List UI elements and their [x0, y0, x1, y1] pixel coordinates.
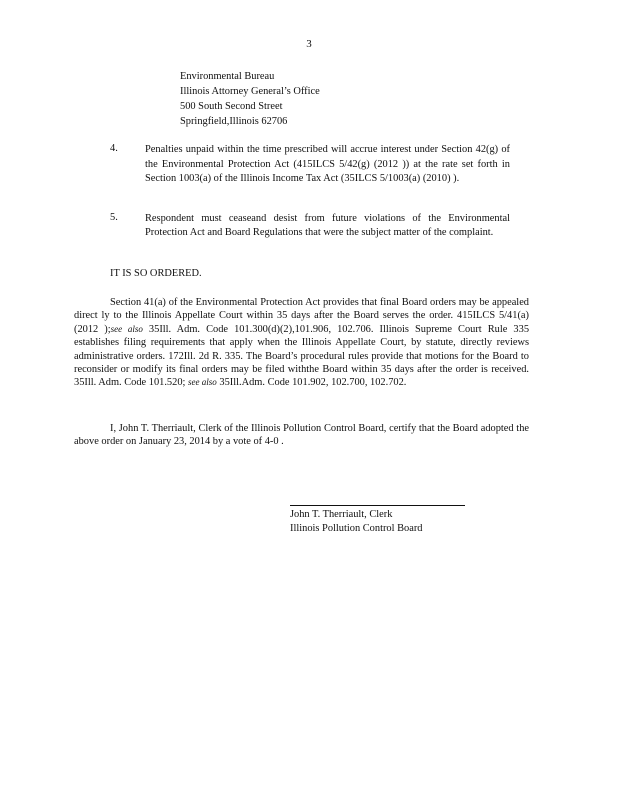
see-also-signal-2: see also — [188, 377, 217, 388]
signature-name: John T. Therriault, Clerk — [290, 509, 393, 520]
item-text-5: Respondent must ceaseand desist from future violations of the Environmental Protection Act and Board Regulations that were the subject matter of the complaint. — [145, 213, 510, 238]
appeal-text-2: 35Ill. Adm. Code 101.300(d)(2),101.906, 102.706. Illinois Supreme Court Rule 335 establishes filing requirements that apply when the Illinois Appellate Court, by statute, directly reviews administrative orders. 172Ill. 2d R. 335. The Board’s procedural rules provide that motions for the Board to reconsider or modify its final orders may be filed withthe Board within 35 days after the order is received. 35Ill. Adm. Code 101.520; — [74, 323, 530, 389]
address-line-4: Springfield,Illinois 62706 — [180, 116, 288, 127]
address-line-3: 500 South Second Street — [180, 101, 283, 112]
item-number-4: 4. — [110, 143, 118, 154]
item-text-4: Penalties unpaid within the time prescribed will accrue interest under Section 42(g) of the Environmental Protection Act (415ILCS 5/42(g) (2012 )) at the rate set forth in Section 1003(a) of the Illinois Income Tax Act (35ILCS 5/1003(a) (2010) ). — [145, 144, 510, 184]
appeal-paragraph — [74, 296, 529, 390]
signature-organization: Illinois Pollution Control Board — [290, 523, 423, 534]
certification-paragraph — [74, 422, 529, 449]
address-line-1: Environmental Bureau — [180, 71, 275, 82]
certification-text: I, John T. Therriault, Clerk of the Illinois Pollution Control Board, certify that the Board adopted the above order on January 23, 2014 by a vote of 4-0 . — [74, 423, 529, 448]
item-number-5: 5. — [110, 212, 118, 223]
appeal-text-1: Section 41(a) of the Environmental Protection Act provides that final Board orders may be appealed direct ly to the Illinois Appellate Court within 35 days after the Board serves the order. 415ILCS 5/41(a) (2012 ); — [74, 297, 529, 335]
address-line-2: Illinois Attorney General’s Office — [180, 86, 320, 97]
appeal-text-3: 35Ill.Adm. Code 101.902, 102.700, 102.702. — [216, 377, 407, 389]
signature-line — [290, 505, 465, 506]
see-also-signal-1: see also — [110, 323, 143, 334]
so-ordered-line: IT IS SO ORDERED. — [110, 268, 202, 279]
page-number: 3 — [306, 38, 312, 50]
